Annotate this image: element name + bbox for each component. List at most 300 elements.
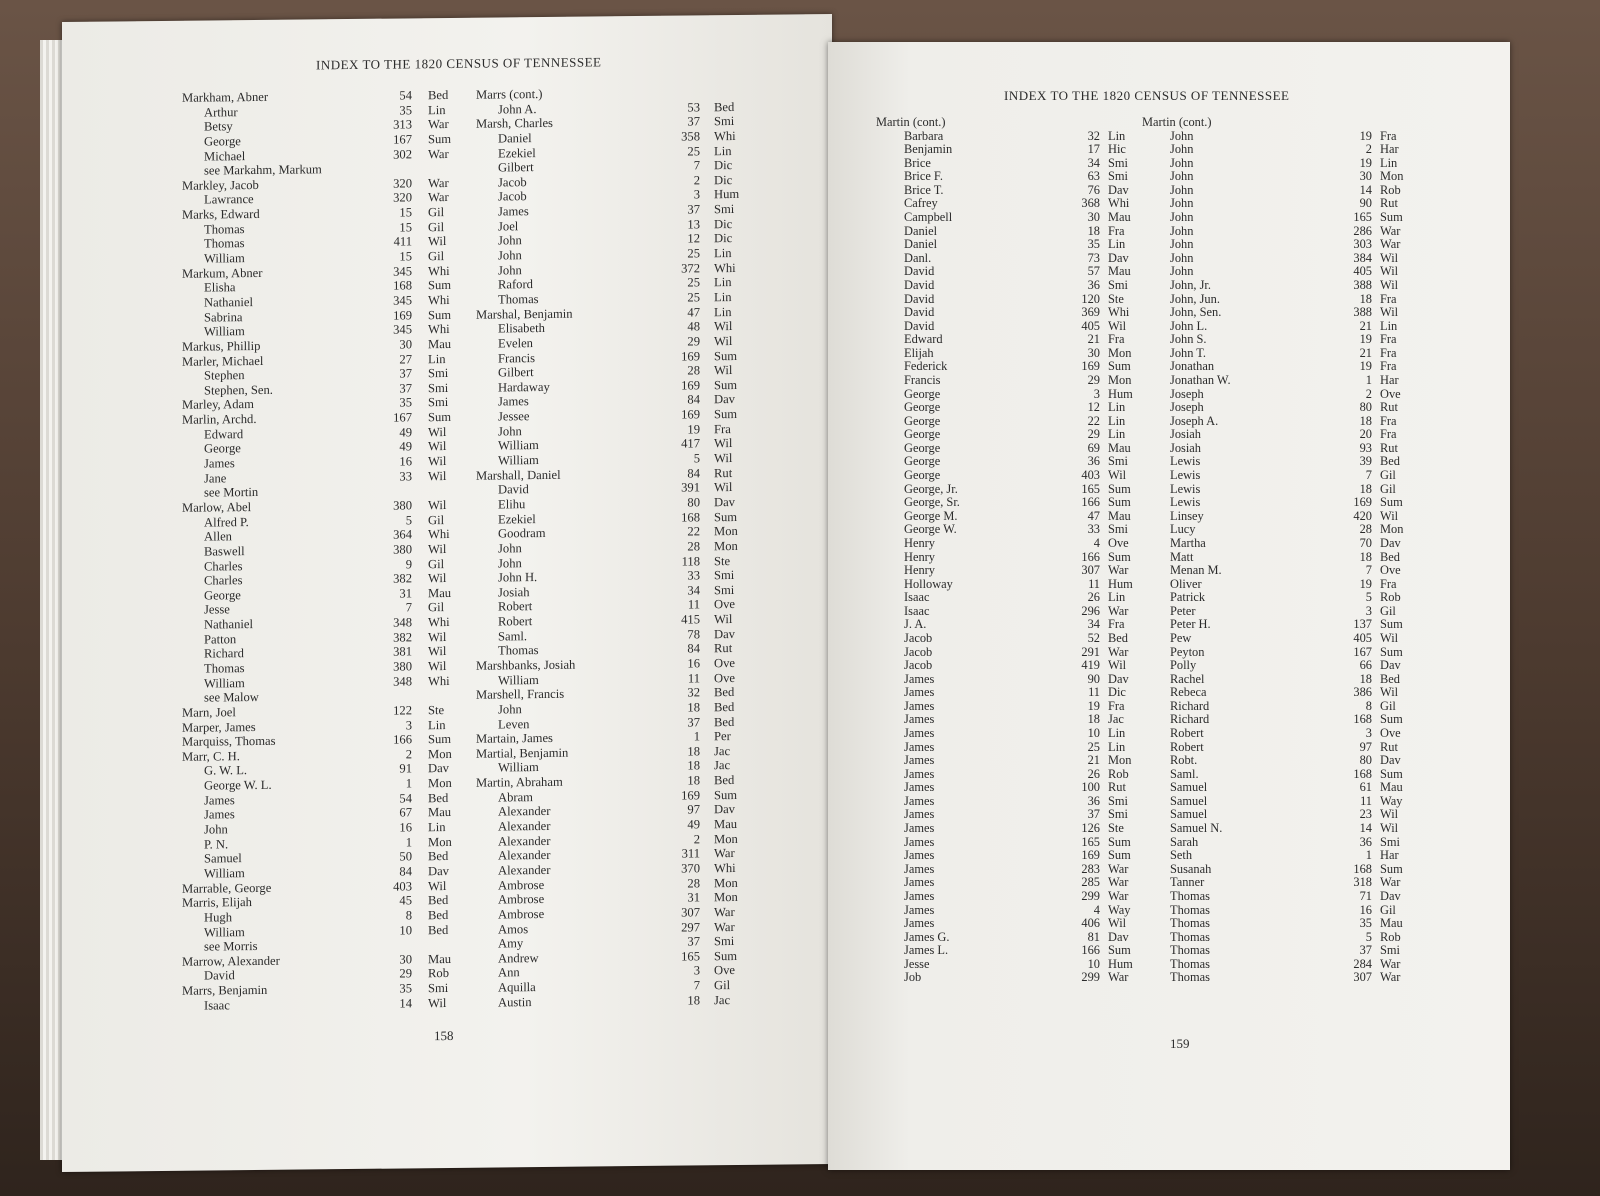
- index-entry-page: 61: [1359, 780, 1372, 795]
- index-entry-page: 80: [1359, 400, 1372, 415]
- index-entry-county: Dic: [1108, 685, 1126, 700]
- index-entry-page: 29: [1087, 427, 1100, 442]
- index-entry-name: Polly: [1170, 658, 1197, 673]
- index-entry-name: Tanner: [1170, 875, 1205, 890]
- index-entry-page: 37: [687, 114, 700, 129]
- index-entry-county: Bed: [428, 849, 449, 864]
- index-entry-name: Alfred P.: [204, 514, 249, 530]
- index-entry-county: Sum: [1380, 617, 1403, 632]
- index-entry-county: Gil: [1380, 902, 1396, 917]
- index-entry-county: Lin: [428, 717, 446, 732]
- index-entry-name: Michael: [204, 148, 246, 164]
- index-entry-name: David: [904, 277, 935, 292]
- index-entry-county: Sum: [1380, 644, 1403, 659]
- index-entry-name: Martha: [1170, 535, 1206, 550]
- index-entry-page: 169: [681, 378, 700, 393]
- index-entry-page: 30: [1359, 169, 1372, 184]
- index-entry-county: Mon: [1108, 753, 1132, 768]
- index-entry-name: Marris, Elijah: [182, 895, 252, 911]
- index-entry-name: James: [498, 394, 529, 409]
- index-entry-county: Whi: [1108, 305, 1130, 320]
- index-entry-name: Thomas: [498, 643, 539, 658]
- index-entry-county: Wil: [1380, 277, 1399, 292]
- index-entry-county: Dav: [1380, 535, 1401, 550]
- index-entry-page: 348: [393, 673, 412, 689]
- index-entry-county: Sum: [1380, 210, 1403, 225]
- index-entry-page: 28: [687, 875, 700, 891]
- index-entry-name: James: [904, 916, 935, 931]
- index-entry-county: Wil: [1380, 250, 1399, 265]
- index-entry-page: 84: [399, 864, 412, 879]
- index-entry-county: Sum: [1108, 848, 1131, 863]
- index-entry-county: [714, 85, 739, 100]
- index-entry-county: Rut: [1380, 739, 1398, 754]
- index-entry-page: 54: [399, 791, 412, 806]
- index-entry-name: Edward: [204, 426, 244, 442]
- index-entry-county: War: [1108, 603, 1129, 618]
- index-entry-page: 169: [1081, 848, 1100, 863]
- index-entry-county: Wil: [1108, 318, 1127, 333]
- index-entry-name: Marn, Joel: [182, 705, 236, 720]
- index-entry-county: Dav: [1108, 182, 1129, 197]
- index-entry-page: 37: [687, 202, 700, 217]
- index-entry-page: 45: [399, 893, 412, 908]
- index-entry-name: Ambrose: [498, 906, 545, 922]
- index-entry-name: Federick: [904, 359, 948, 374]
- index-entry-name: James: [904, 753, 935, 768]
- index-entry-page: 50: [399, 849, 412, 864]
- index-entry-page: 35: [399, 103, 412, 118]
- index-entry-county: Har: [1380, 142, 1399, 157]
- index-entry-page: 165: [681, 949, 700, 964]
- index-entry-page: 22: [687, 524, 700, 539]
- index-entry-name: Samuel: [204, 851, 242, 866]
- index-entry-page: 47: [687, 304, 700, 320]
- index-entry-county: Bed: [714, 685, 735, 700]
- index-entry-county: War: [714, 919, 735, 934]
- index-entry-name: Holloway: [904, 576, 953, 591]
- index-entry-name: James: [904, 807, 935, 822]
- index-entry-name: Henry: [904, 563, 935, 578]
- index-entry-county: Bed: [428, 907, 449, 923]
- index-entry-county: Mau: [1380, 916, 1403, 931]
- index-entry-page: 311: [681, 846, 700, 861]
- index-entry-county: Mon: [714, 831, 738, 846]
- index-entry-county: Wil: [428, 644, 447, 659]
- index-entry-county: Mau: [428, 951, 452, 966]
- index-entry-county: Gil: [1380, 698, 1396, 713]
- index-entry-page: 18: [687, 758, 700, 773]
- index-entry-county: Whi: [428, 673, 450, 688]
- index-entry-county: Bed: [428, 790, 449, 805]
- index-entry-page: 57: [1087, 264, 1100, 279]
- index-entry-page: 90: [1359, 196, 1372, 211]
- index-entry-name: James: [904, 780, 935, 795]
- index-entry-county: Smi: [428, 395, 449, 410]
- index-entry-name: Stephen, Sen.: [204, 382, 273, 398]
- index-entry-page: 26: [1087, 766, 1100, 781]
- index-entry-name: Isaac: [904, 603, 930, 618]
- index-entry-page: 3: [1365, 726, 1372, 741]
- index-entry-county: Smi: [714, 202, 735, 217]
- index-entry-county: Sum: [714, 377, 738, 393]
- index-entry-county: Gil: [1380, 481, 1396, 496]
- index-entry-county: Sum: [428, 410, 452, 425]
- index-entry-page: 11: [687, 670, 700, 686]
- index-entry-county: Dav: [428, 761, 449, 776]
- index-entry-name: Samuel: [1170, 780, 1208, 795]
- index-entry-page: 16: [1359, 902, 1372, 917]
- index-entry-page: 97: [1359, 739, 1372, 754]
- index-entry-name: Goodram: [498, 526, 546, 541]
- index-entry-name: Marrow, Alexander: [182, 953, 280, 969]
- index-entry-page: 307: [681, 905, 700, 920]
- index-entry-name: Lawrance: [204, 192, 254, 208]
- index-entry-page: 169: [681, 348, 700, 364]
- index-entry-page: 18: [1087, 223, 1100, 238]
- index-entry-county: Rut: [1380, 440, 1398, 455]
- index-entry-county: War: [1380, 223, 1401, 238]
- index-entry-name: William: [498, 453, 539, 468]
- index-entry-page: 80: [687, 495, 700, 510]
- index-entry-name: John: [1170, 182, 1194, 197]
- index-entry-name: James: [904, 848, 935, 863]
- index-entry-page: 420: [1353, 508, 1372, 523]
- index-entry-name: Elisha: [204, 280, 236, 295]
- index-entry-name: Nathaniel: [204, 295, 253, 310]
- index-entry-name: Matt: [1170, 549, 1194, 564]
- index-entry-page: 7: [693, 158, 700, 173]
- index-entry-county: Rut: [1380, 196, 1398, 211]
- index-entry-name: John H.: [498, 570, 538, 585]
- index-entry-page: 73: [1087, 250, 1100, 265]
- index-entry-name: Ann: [498, 965, 520, 980]
- index-entry-name: Josiah: [1170, 427, 1201, 442]
- index-entry-county: Whi: [1108, 196, 1130, 211]
- index-entry-name: Marley, Adam: [182, 397, 254, 413]
- index-entry-county: [428, 937, 452, 952]
- index-entry-name: Markus, Phillip: [182, 338, 261, 354]
- index-entry-name: Saml.: [1170, 766, 1199, 781]
- index-entry-name: Hardaway: [498, 379, 550, 395]
- index-entry-county: Rut: [1380, 400, 1398, 415]
- index-entry-name: P. N.: [204, 836, 229, 852]
- index-entry-page: 403: [393, 878, 412, 894]
- index-entry-county: War: [428, 146, 449, 161]
- index-entry-name: John: [1170, 264, 1194, 279]
- left-col2-names: [476, 87, 575, 1010]
- index-entry-county: Mau: [428, 585, 452, 600]
- index-entry-county: Mon: [714, 890, 738, 905]
- index-entry-page: 26: [1087, 590, 1100, 605]
- index-entry-name: James: [904, 726, 935, 741]
- index-entry-page: 168: [1353, 861, 1372, 876]
- index-entry-page: 93: [1359, 440, 1372, 455]
- index-entry-name: Elisabeth: [498, 321, 545, 336]
- index-entry-county: Bed: [428, 87, 449, 103]
- index-entry-county: Mon: [714, 524, 738, 539]
- index-entry-county: Mon: [1108, 345, 1132, 360]
- index-entry-page: 320: [393, 190, 412, 206]
- index-entry-name: James: [904, 834, 935, 849]
- index-entry-county: Rut: [1108, 780, 1126, 795]
- index-entry-county: Fra: [1380, 359, 1397, 374]
- index-entry-county: Lin: [1108, 427, 1126, 442]
- index-entry-county: Gil: [428, 219, 445, 234]
- index-entry-name: John: [1170, 142, 1194, 157]
- index-entry-name: Ambrose: [498, 877, 545, 893]
- index-entry-page: 34: [1087, 617, 1100, 632]
- index-entry-name: Josiah: [498, 584, 530, 600]
- index-entry-county: Dic: [714, 158, 733, 173]
- index-entry-name: James: [904, 712, 935, 727]
- index-entry-county: Fra: [1380, 345, 1397, 360]
- index-entry-county: Wil: [1380, 807, 1399, 822]
- index-entry-name: Thomas: [204, 221, 245, 237]
- index-entry-county: War: [1380, 875, 1401, 890]
- index-entry-name: James: [904, 766, 935, 781]
- index-entry-page: 5: [1365, 590, 1372, 605]
- index-entry-page: 18: [1359, 413, 1372, 428]
- index-entry-page: [380, 484, 412, 499]
- index-entry-county: Ste: [1108, 291, 1124, 306]
- index-entry-name: G. W. L.: [204, 763, 248, 779]
- left-col2-numbers: [668, 85, 700, 1008]
- index-entry-page: 11: [687, 597, 700, 612]
- index-entry-name: Thomas: [1170, 902, 1210, 917]
- index-entry-page: 169: [393, 307, 412, 323]
- index-entry-name: David: [904, 264, 935, 279]
- index-entry-page: 52: [1087, 630, 1100, 645]
- index-entry-name: Joel: [498, 219, 519, 234]
- index-entry-county: Whi: [428, 322, 450, 337]
- index-entry-page: 370: [681, 861, 700, 876]
- index-entry-name: Lucy: [1170, 522, 1196, 537]
- index-entry-county: Smi: [1108, 454, 1128, 469]
- index-entry-page: [1066, 116, 1100, 130]
- index-entry-page: 25: [687, 246, 700, 261]
- index-entry-county: Per: [714, 729, 731, 744]
- index-entry-name: Robert: [498, 599, 533, 614]
- index-entry-name: George: [904, 386, 941, 401]
- index-entry-page: 358: [681, 129, 700, 144]
- index-entry-county: Smi: [1108, 807, 1128, 822]
- index-entry-name: John: [498, 423, 522, 439]
- index-entry-page: 18: [687, 993, 700, 1008]
- index-entry-county: Whi: [428, 527, 450, 542]
- index-entry-county: Ste: [714, 553, 731, 568]
- index-entry-county: Sum: [1380, 712, 1403, 727]
- index-entry-name: Barbara: [904, 128, 944, 143]
- index-entry-county: Wil: [428, 878, 447, 893]
- index-entry-county: Smi: [1108, 155, 1128, 170]
- index-entry-page: 7: [1365, 468, 1372, 483]
- index-entry-name: Markum, Abner: [182, 265, 263, 281]
- index-entry-page: 286: [1353, 223, 1372, 238]
- right-col2-counties: [1380, 116, 1403, 985]
- left-col1-names: [182, 89, 322, 1013]
- index-entry-county: Wil: [428, 234, 447, 249]
- index-entry-county: Rob: [1380, 182, 1401, 197]
- index-entry-name: Francis: [498, 350, 536, 365]
- index-entry-page: 16: [399, 454, 412, 469]
- index-entry-county: Bed: [1380, 671, 1400, 686]
- index-entry-page: 2: [1365, 142, 1372, 157]
- index-entry-county: Lin: [428, 102, 446, 117]
- index-entry-name: Elijah: [904, 345, 934, 360]
- index-entry-page: [1338, 116, 1372, 130]
- index-entry-page: 368: [1081, 196, 1100, 211]
- index-entry-county: Smi: [714, 934, 735, 949]
- index-entry-page: 167: [393, 410, 412, 425]
- index-entry-page: 313: [393, 117, 412, 132]
- index-entry-page: 165: [1353, 210, 1372, 225]
- index-entry-county: Sum: [1108, 943, 1131, 958]
- index-entry-page: 100: [1081, 780, 1100, 795]
- index-entry-name: John: [1170, 155, 1194, 170]
- index-entry-name: Ezekiel: [498, 511, 536, 527]
- index-entry-page: 33: [1087, 522, 1100, 537]
- index-entry-name: Saml.: [498, 628, 528, 644]
- index-entry-name: Alexander: [498, 818, 551, 834]
- index-entry-page: 345: [393, 322, 412, 337]
- index-entry-county: Smi: [714, 114, 735, 129]
- index-entry-county: Way: [1380, 793, 1403, 808]
- index-entry-county: Wil: [428, 658, 447, 674]
- index-entry-county: Wil: [428, 439, 447, 454]
- left-col2-counties: [714, 85, 739, 1008]
- index-entry-page: 3: [1093, 386, 1100, 401]
- index-entry-county: Sum: [1108, 481, 1131, 496]
- index-entry-name: John, Jun.: [1170, 291, 1220, 306]
- index-entry-page: 169: [1081, 359, 1100, 374]
- index-entry-page: 30: [399, 337, 412, 352]
- index-entry-name: Thomas: [498, 292, 539, 307]
- index-entry-page: 372: [681, 261, 700, 276]
- index-entry-county: Mon: [428, 776, 452, 791]
- index-entry-page: 37: [399, 366, 412, 381]
- index-entry-county: Dic: [714, 231, 733, 246]
- index-entry-county: Smi: [1108, 522, 1128, 537]
- index-entry-page: 297: [681, 919, 700, 935]
- index-entry-county: Dav: [1380, 888, 1401, 903]
- index-entry-name: Leven: [498, 716, 530, 732]
- left-col1-numbers: [380, 88, 412, 1011]
- index-entry-name: Robt.: [1170, 753, 1198, 768]
- index-entry-page: 21: [1359, 318, 1372, 333]
- index-entry-county: Lin: [1380, 155, 1398, 170]
- index-entry-county: Ste: [1108, 821, 1124, 836]
- index-entry-county: War: [1380, 956, 1401, 971]
- index-entry-page: 25: [687, 290, 700, 305]
- index-entry-page: 2: [693, 173, 700, 188]
- index-entry-page: 67: [399, 805, 412, 820]
- index-entry-county: War: [428, 190, 449, 205]
- index-entry-page: 91: [399, 761, 412, 776]
- index-entry-page: 19: [1087, 698, 1100, 713]
- index-entry-page: 391: [681, 480, 700, 495]
- index-entry-name: Elihu: [498, 497, 526, 512]
- index-entry-county: [1108, 116, 1133, 130]
- index-entry-name: Thomas: [204, 661, 245, 676]
- index-entry-page: 403: [1081, 468, 1100, 483]
- index-entry-page: 34: [1087, 155, 1100, 170]
- right-page-number: 159: [1170, 1036, 1190, 1051]
- index-entry-page: 25: [1087, 739, 1100, 754]
- index-entry-county: War: [1380, 970, 1401, 985]
- index-entry-page: 2: [693, 832, 700, 847]
- index-entry-county: Lin: [714, 143, 732, 158]
- index-entry-page: 47: [1087, 508, 1100, 523]
- index-entry-county: Sum: [1380, 766, 1403, 781]
- index-entry-name: J. A.: [904, 617, 927, 632]
- index-entry-name: Ambrose: [498, 892, 545, 907]
- index-entry-county: Whi: [714, 260, 736, 275]
- index-entry-county: Wil: [714, 319, 733, 334]
- index-entry-page: 411: [393, 234, 412, 249]
- index-entry-county: Fra: [1108, 223, 1125, 238]
- index-entry-name: Seth: [1170, 848, 1193, 863]
- index-entry-page: 345: [393, 293, 412, 308]
- index-entry-county: Fra: [1380, 576, 1397, 591]
- index-entry-county: Ove: [1380, 726, 1401, 741]
- index-entry-page: 54: [399, 88, 412, 103]
- index-entry-name: John: [498, 248, 522, 263]
- index-entry-county: War: [714, 846, 735, 861]
- index-entry-page: 405: [1353, 630, 1372, 645]
- index-entry-county: Gil: [428, 600, 445, 615]
- index-entry-page: 168: [681, 509, 700, 525]
- index-entry-name: Alexander: [498, 862, 551, 878]
- index-entry-name: Sabrina: [204, 309, 243, 325]
- index-entry-page: 70: [1359, 535, 1372, 550]
- index-entry-page: 166: [393, 732, 412, 747]
- index-entry-county: Dic: [714, 216, 733, 231]
- index-entry-county: Mau: [714, 816, 738, 832]
- index-entry-name: Jacob: [498, 189, 527, 204]
- index-entry-name: Richard: [1170, 712, 1210, 727]
- index-entry-county: Sum: [428, 131, 452, 147]
- index-entry-name: Daniel: [904, 223, 938, 238]
- index-entry-county: Lin: [714, 304, 732, 319]
- index-entry-name: William: [498, 438, 539, 453]
- index-entry-page: 166: [1081, 549, 1100, 564]
- index-entry-county: Sum: [714, 407, 738, 422]
- index-entry-page: 415: [681, 612, 700, 627]
- index-entry-county: Smi: [714, 568, 735, 583]
- index-entry-name: Edward: [904, 332, 943, 347]
- index-entry-county: Jac: [714, 743, 731, 759]
- index-entry-page: 419: [1081, 658, 1100, 673]
- index-entry-page: 37: [1359, 943, 1372, 958]
- index-entry-name: George W. L.: [204, 777, 272, 793]
- index-entry-name: Hugh: [204, 910, 232, 925]
- index-entry-name: George: [904, 400, 941, 415]
- index-entry-county: Sum: [1108, 495, 1131, 510]
- index-entry-page: 166: [1081, 495, 1100, 510]
- index-entry-page: 307: [1081, 563, 1100, 578]
- index-entry-page: 37: [1087, 807, 1100, 822]
- index-entry-page: 364: [393, 527, 412, 542]
- index-entry-page: 66: [1359, 658, 1372, 673]
- index-entry-page: 20: [1359, 427, 1372, 442]
- index-entry-name: see Mortin: [204, 485, 259, 500]
- index-entry-county: Sum: [714, 509, 738, 524]
- index-entry-page: 18: [1087, 712, 1100, 727]
- index-entry-name: Marrs, Benjamin: [182, 982, 268, 998]
- index-entry-county: Gil: [1380, 468, 1396, 483]
- index-entry-name: Josiah: [1170, 440, 1201, 455]
